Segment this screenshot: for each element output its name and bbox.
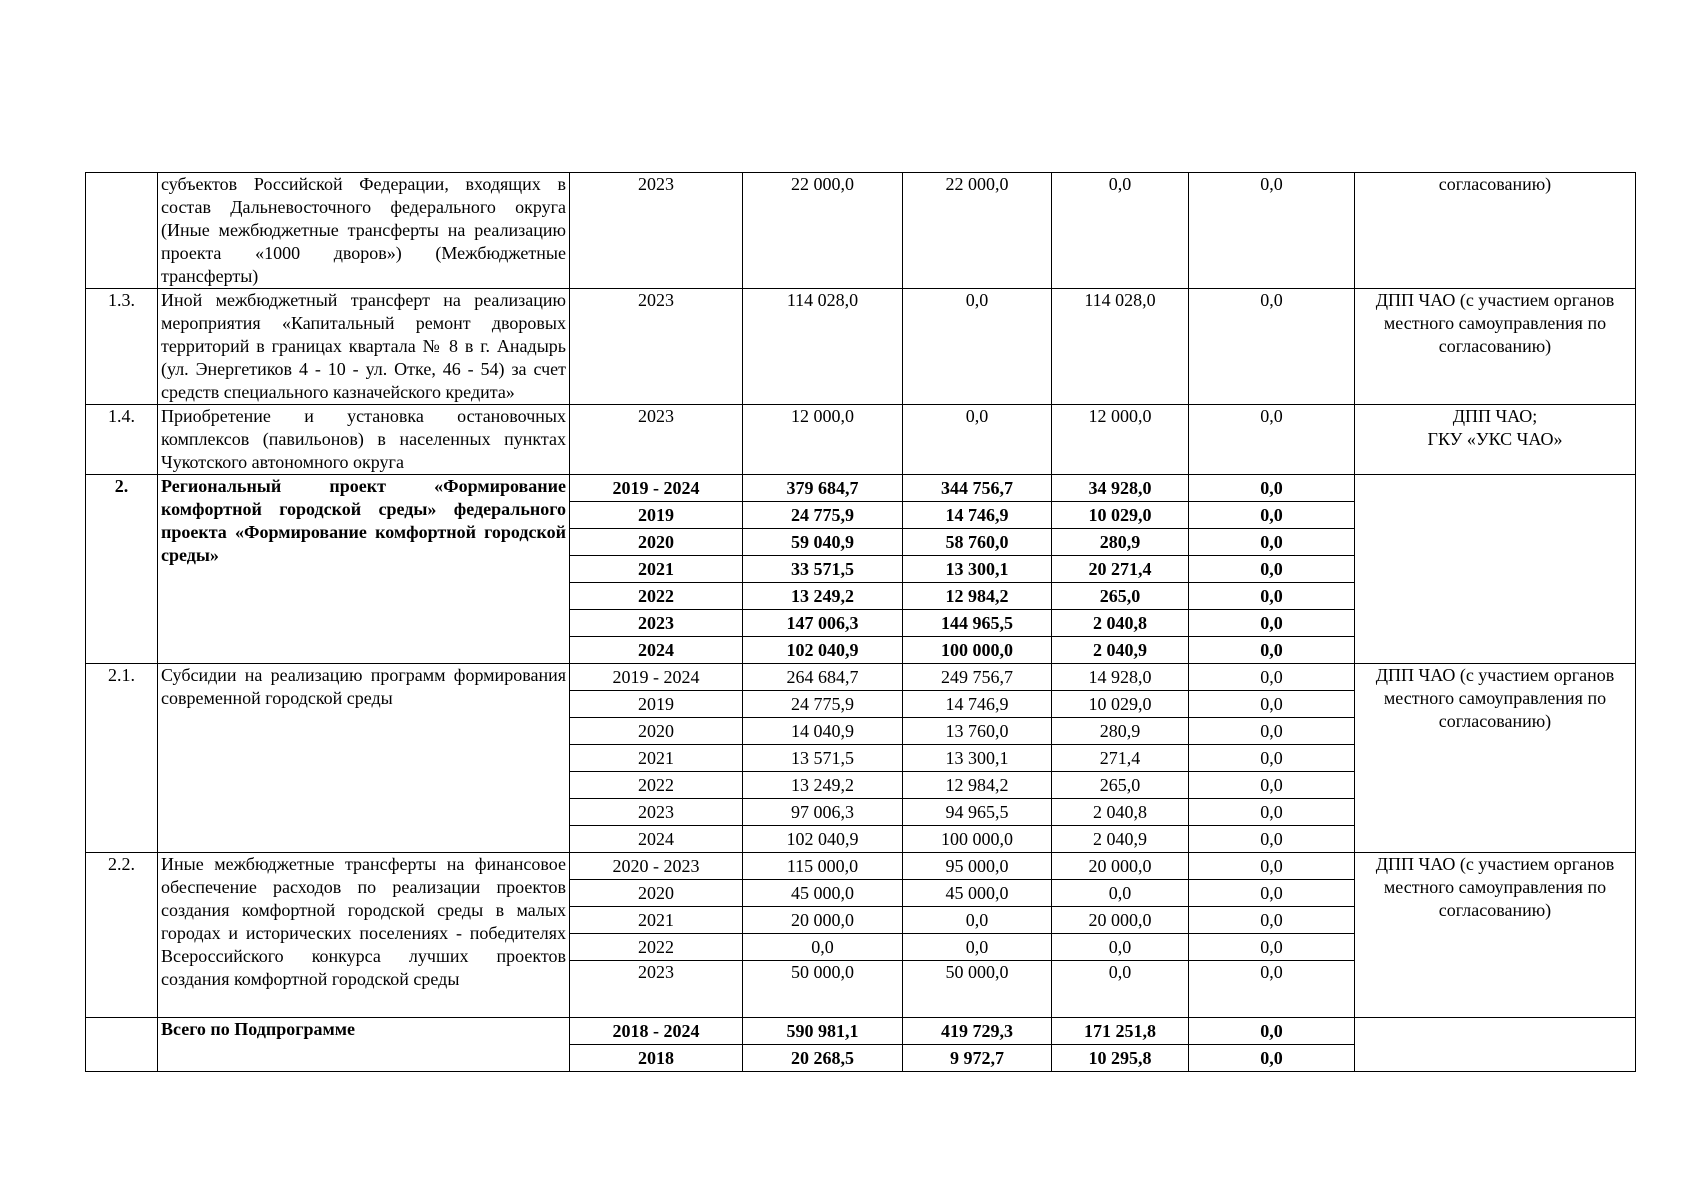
municipal-cell: 0,0	[1189, 961, 1355, 1018]
municipal-cell: 0,0	[1189, 664, 1355, 691]
period-cell: 2021	[570, 907, 743, 934]
regional-cell: 2 040,8	[1052, 799, 1189, 826]
regional-cell: 0,0	[1052, 934, 1189, 961]
period-cell: 2019	[570, 691, 743, 718]
municipal-cell: 0,0	[1189, 907, 1355, 934]
federal-cell: 0,0	[903, 934, 1052, 961]
row-number: 1.3.	[86, 289, 158, 405]
total-cell: 102 040,9	[743, 637, 903, 664]
measure-description: субъектов Российской Федерации, входящих в состав Дальневосточного федерального округа (Иные межбюджетные трансферты на реализацию проекта «1000 дворов») (Межбюджетные трансферты)	[158, 173, 570, 289]
federal-cell: 0,0	[903, 405, 1052, 475]
measure-description: Субсидии на реализацию программ формирования современной городской среды	[158, 664, 570, 853]
federal-cell: 13 760,0	[903, 718, 1052, 745]
municipal-cell: 0,0	[1189, 880, 1355, 907]
municipal-cell: 0,0	[1189, 583, 1355, 610]
federal-cell: 419 729,3	[903, 1018, 1052, 1045]
federal-cell: 12 984,2	[903, 583, 1052, 610]
executor-cell	[1355, 475, 1636, 664]
row-number: 1.4.	[86, 405, 158, 475]
regional-cell: 0,0	[1052, 173, 1189, 289]
period-cell: 2019	[570, 502, 743, 529]
total-cell: 12 000,0	[743, 405, 903, 475]
row-number	[86, 173, 158, 289]
municipal-cell: 0,0	[1189, 745, 1355, 772]
total-cell: 97 006,3	[743, 799, 903, 826]
municipal-cell: 0,0	[1189, 718, 1355, 745]
total-cell: 114 028,0	[743, 289, 903, 405]
regional-cell: 12 000,0	[1052, 405, 1189, 475]
regional-cell: 10 295,8	[1052, 1045, 1189, 1072]
period-cell: 2024	[570, 826, 743, 853]
executor-cell: ДПП ЧАО (с участием органов местного самоуправления по согласованию)	[1355, 853, 1636, 1018]
table-row	[86, 853, 1636, 880]
total-cell: 13 249,2	[743, 772, 903, 799]
period-cell: 2021	[570, 556, 743, 583]
federal-cell: 144 965,5	[903, 610, 1052, 637]
regional-cell: 171 251,8	[1052, 1018, 1189, 1045]
table-row	[86, 475, 1636, 502]
period-cell: 2020	[570, 529, 743, 556]
total-cell: 379 684,7	[743, 475, 903, 502]
federal-cell: 22 000,0	[903, 173, 1052, 289]
executor-line: ГКУ «УКС ЧАО»	[1427, 429, 1563, 449]
executor-cell: ДПП ЧАО (с участием органов местного самоуправления по согласованию)	[1355, 664, 1636, 853]
regional-cell: 2 040,9	[1052, 826, 1189, 853]
total-cell: 33 571,5	[743, 556, 903, 583]
municipal-cell: 0,0	[1189, 475, 1355, 502]
row-number: 2.2.	[86, 853, 158, 1018]
municipal-cell: 0,0	[1189, 289, 1355, 405]
period-cell: 2020	[570, 718, 743, 745]
regional-cell: 271,4	[1052, 745, 1189, 772]
measure-description: Региональный проект «Формирование комфортной городской среды» федерального проекта «Формирование комфортной городской среды»	[158, 475, 570, 664]
federal-cell: 12 984,2	[903, 772, 1052, 799]
regional-cell: 20 000,0	[1052, 853, 1189, 880]
total-cell: 22 000,0	[743, 173, 903, 289]
federal-cell: 94 965,5	[903, 799, 1052, 826]
municipal-cell: 0,0	[1189, 799, 1355, 826]
regional-cell: 0,0	[1052, 961, 1189, 1018]
municipal-cell: 0,0	[1189, 173, 1355, 289]
regional-cell: 34 928,0	[1052, 475, 1189, 502]
table-row	[86, 405, 1636, 475]
total-cell: 59 040,9	[743, 529, 903, 556]
period-cell: 2018	[570, 1045, 743, 1072]
municipal-cell: 0,0	[1189, 556, 1355, 583]
row-number: 2.1.	[86, 664, 158, 853]
measure-description: Приобретение и установка остановочных комплексов (павильонов) в населенных пунктах Чукотского автономного округа	[158, 405, 570, 475]
federal-cell: 95 000,0	[903, 853, 1052, 880]
period-cell: 2020	[570, 880, 743, 907]
regional-cell: 265,0	[1052, 583, 1189, 610]
federal-cell: 45 000,0	[903, 880, 1052, 907]
municipal-cell: 0,0	[1189, 853, 1355, 880]
period-cell: 2024	[570, 637, 743, 664]
total-cell: 115 000,0	[743, 853, 903, 880]
municipal-cell: 0,0	[1189, 502, 1355, 529]
total-cell: 14 040,9	[743, 718, 903, 745]
measure-description: Иной межбюджетный трансферт на реализацию мероприятия «Капитальный ремонт дворовых территорий в границах квартала № 8 в г. Анадырь (ул. Энергетиков 4 - 10 - ул. Отке, 46 - 54) за счет средств специального казначейского кредита»	[158, 289, 570, 405]
regional-cell: 20 000,0	[1052, 907, 1189, 934]
total-cell: 13 249,2	[743, 583, 903, 610]
municipal-cell: 0,0	[1189, 529, 1355, 556]
period-cell: 2022	[570, 934, 743, 961]
federal-cell: 0,0	[903, 907, 1052, 934]
executor-cell: ДПП ЧАО (с участием органов местного самоуправления по согласованию)	[1355, 289, 1636, 405]
period-cell: 2020 - 2023	[570, 853, 743, 880]
municipal-cell: 0,0	[1189, 637, 1355, 664]
federal-cell: 9 972,7	[903, 1045, 1052, 1072]
executor-cell	[1355, 405, 1636, 475]
regional-cell: 20 271,4	[1052, 556, 1189, 583]
executor-cell: согласованию)	[1355, 173, 1636, 289]
period-cell: 2019 - 2024	[570, 664, 743, 691]
federal-cell: 50 000,0	[903, 961, 1052, 1018]
federal-cell: 13 300,1	[903, 745, 1052, 772]
federal-cell: 14 746,9	[903, 691, 1052, 718]
federal-cell: 249 756,7	[903, 664, 1052, 691]
period-cell: 2023	[570, 173, 743, 289]
municipal-cell: 0,0	[1189, 1018, 1355, 1045]
federal-cell: 344 756,7	[903, 475, 1052, 502]
measure-description: Иные межбюджетные трансферты на финансовое обеспечение расходов по реализации проектов создания комфортной городской среды в малых городах и исторических поселениях - победителях Всероссийского конкурса лучших проектов создания комфортной городской среды	[158, 853, 570, 1018]
table-row	[86, 1018, 1636, 1045]
regional-cell: 14 928,0	[1052, 664, 1189, 691]
municipal-cell: 0,0	[1189, 1045, 1355, 1072]
regional-cell: 265,0	[1052, 772, 1189, 799]
period-cell: 2022	[570, 583, 743, 610]
period-cell: 2019 - 2024	[570, 475, 743, 502]
period-cell: 2023	[570, 799, 743, 826]
municipal-cell: 0,0	[1189, 772, 1355, 799]
regional-cell: 2 040,8	[1052, 610, 1189, 637]
total-cell: 24 775,9	[743, 691, 903, 718]
total-cell: 102 040,9	[743, 826, 903, 853]
regional-cell: 280,9	[1052, 718, 1189, 745]
regional-cell: 114 028,0	[1052, 289, 1189, 405]
municipal-cell: 0,0	[1189, 405, 1355, 475]
row-number	[86, 1018, 158, 1072]
total-cell: 13 571,5	[743, 745, 903, 772]
total-cell: 0,0	[743, 934, 903, 961]
row-number: 2.	[86, 475, 158, 664]
regional-cell: 280,9	[1052, 529, 1189, 556]
total-cell: 45 000,0	[743, 880, 903, 907]
total-cell: 24 775,9	[743, 502, 903, 529]
period-cell: 2023	[570, 610, 743, 637]
federal-cell: 13 300,1	[903, 556, 1052, 583]
federal-cell: 100 000,0	[903, 826, 1052, 853]
municipal-cell: 0,0	[1189, 934, 1355, 961]
period-cell: 2023	[570, 405, 743, 475]
regional-cell: 10 029,0	[1052, 691, 1189, 718]
total-label: Всего по Подпрограмме	[158, 1018, 570, 1072]
total-cell: 20 000,0	[743, 907, 903, 934]
period-cell: 2022	[570, 772, 743, 799]
federal-cell: 58 760,0	[903, 529, 1052, 556]
total-cell: 50 000,0	[743, 961, 903, 1018]
table-row	[86, 289, 1636, 405]
total-cell: 264 684,7	[743, 664, 903, 691]
federal-cell: 0,0	[903, 289, 1052, 405]
total-cell: 20 268,5	[743, 1045, 903, 1072]
regional-cell: 2 040,9	[1052, 637, 1189, 664]
total-cell: 147 006,3	[743, 610, 903, 637]
municipal-cell: 0,0	[1189, 826, 1355, 853]
table-row	[86, 173, 1636, 289]
federal-cell: 100 000,0	[903, 637, 1052, 664]
municipal-cell: 0,0	[1189, 691, 1355, 718]
total-cell: 590 981,1	[743, 1018, 903, 1045]
program-funding-table	[85, 172, 1636, 1072]
executor-cell	[1355, 1018, 1636, 1072]
period-cell: 2023	[570, 289, 743, 405]
table-row	[86, 664, 1636, 691]
federal-cell: 14 746,9	[903, 502, 1052, 529]
regional-cell: 0,0	[1052, 880, 1189, 907]
municipal-cell: 0,0	[1189, 610, 1355, 637]
regional-cell: 10 029,0	[1052, 502, 1189, 529]
period-cell: 2021	[570, 745, 743, 772]
period-cell: 2018 - 2024	[570, 1018, 743, 1045]
period-cell: 2023	[570, 961, 743, 1018]
executor-line: ДПП ЧАО;	[1452, 406, 1538, 426]
